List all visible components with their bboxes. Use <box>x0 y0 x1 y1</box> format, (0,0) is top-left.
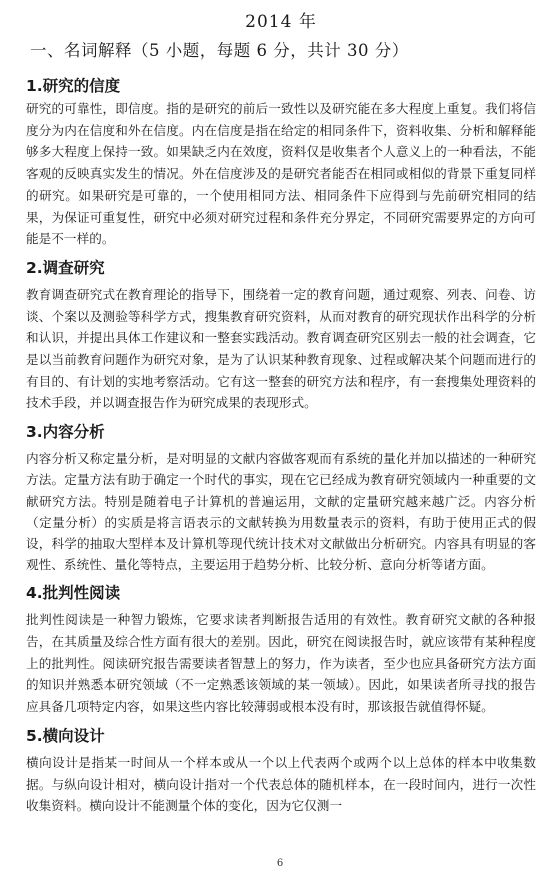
term-entry-3 <box>26 420 536 575</box>
term-definition: 内容分析又称定量分析，是对明显的文献内容做客观而有系统的量化并加以描述的一种研究方法。定量方法有助于确定一个时代的事实，现在它已经成为教育研究领域内一种重要的文献研究方法。特别是随着电子计算机的普遍运用，文献的定量研究越来越广泛。内容分析（定量分析）的实质是将言语表示的文献转换为用数量表示的资料，有助于使用正式的假设，科学的抽取大型样本及计算机等现代统计技术对文献做出分析研究。内容具有明显的客观性、系统性、量化等特点，主要运用于趋势分析、比较分析、意向分析等诸方面。 <box>26 451 536 573</box>
page-number: 6 <box>276 858 284 869</box>
term-definition: 研究的可靠性，即信度。指的是研究的前后一致性以及研究能在多大程度上重复。我们将信度分为内在信度和外在信度。内在信度是指在给定的相同条件下，资料收集、分析和解释能够多大程度上保持一致。如果缺乏内在效度，资料仅是收集者个人意义上的一种看法，不能客观的反映真实发生的情况。外在信度涉及的是研究者能否在相同或相似的背景下重复同样的研究。如果研究是可靠的，一个使用相同方法、相同条件下应得到与先前研究相同的结果，为保证可重复性，研究中必须对研究过程和条件充分界定，不同研究需要界定的方向可能是不一样的。 <box>26 101 536 247</box>
term-heading: 2.调查研究 <box>26 258 105 277</box>
term-heading: 1.研究的信度 <box>26 77 121 95</box>
term-heading: 3.内容分析 <box>26 423 105 442</box>
term-definition: 批判性阅读是一种智力锻炼，它要求读者判断报告适用的有效性。教育研究文献的各种报告，在其质量及综合性方面有很大的差别。因此，研究在阅读报告时，就应该带有某种程度上的批判性。阅读研究报告需要读者智慧上的努力，作为读者，至少也应具备研究方法方面的知识并熟悉本研究领域（不一定熟悉该领域的某一领域）。因此，如果读者所寻找的报告应具备几项特定内容，如果这些内容比较薄弱或根本没有时，那该报告就值得怀疑。 <box>26 612 536 715</box>
term-entry-4 <box>26 581 536 718</box>
document-page <box>0 10 560 894</box>
term-heading: 5.横向设计 <box>26 726 105 745</box>
term-entry-1 <box>26 74 536 250</box>
term-heading: 4.批判性阅读 <box>26 584 121 603</box>
term-entry-5 <box>26 724 536 817</box>
term-definition: 横向设计是指某一时间从一个样本或从一个以上代表两个或两个以上总体的样本中收集数据。与纵向设计相对，横向设计指对一个代表总体的随机样本，在一段时间内，进行一次性收集资料。横向设计不能测量个体的变化，因为它仅测一 <box>26 754 536 814</box>
term-entry-2 <box>26 256 536 414</box>
page-title: 2014 年 <box>245 12 317 32</box>
term-definition: 教育调查研究式在教育理论的指导下，围绕着一定的教育问题，通过观察、列表、问卷、访谈、个案以及测验等科学方式，搜集教育研究资料，从而对教育的研究现状作出科学的分析和认识，并提出具体工作建议和一整套实践活动。教育调查研究区别去一般的社会调查，它是以当前教育问题作为研究对象，是为了认识某种教育现象、过程或解决某个问题而进行的有目的、有计划的实地考察活动。它有这一整套的研究方法和程序，有一套搜集处理资料的技术手段，并以调查报告作为研究成果的表现形式。 <box>26 286 536 411</box>
section-heading: 一、名词解释（5 小题，每题 6 分，共计 30 分） <box>30 41 409 60</box>
